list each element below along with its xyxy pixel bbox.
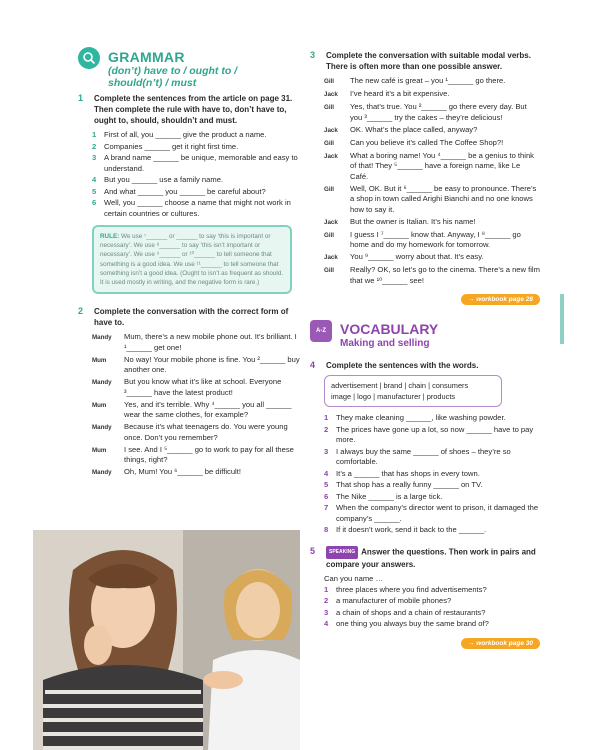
dialog-line bbox=[324, 230, 540, 251]
dialog-line bbox=[324, 184, 540, 216]
speaker: Mum bbox=[92, 446, 107, 454]
right-column bbox=[310, 50, 540, 650]
item-number: 4 bbox=[92, 175, 97, 184]
line-text: But you know what it’s like at school. Everyone ³______ have the latest product! bbox=[124, 377, 282, 397]
teen-and-mother-photo bbox=[33, 530, 300, 750]
list-item bbox=[324, 425, 540, 446]
item-text: a chain of shops and a chain of restaurants? bbox=[336, 607, 486, 617]
list-item bbox=[324, 585, 540, 596]
item-number: 1 bbox=[324, 584, 329, 594]
item-number: 3 bbox=[324, 446, 329, 456]
list-item bbox=[324, 447, 540, 468]
speaker: Mandy bbox=[92, 334, 112, 342]
dialog-line bbox=[92, 377, 300, 398]
instruction-text: Complete the conversation with the correct form of have to. bbox=[94, 307, 289, 328]
exercise-number: 2 bbox=[78, 306, 84, 317]
exercise-number: 5 bbox=[310, 545, 316, 556]
item-text: And what ______ you ______ be careful about? bbox=[104, 186, 266, 196]
item-text: But you ______ use a family name. bbox=[104, 175, 224, 184]
item-text: Companies ______ get it right first time. bbox=[104, 141, 239, 151]
word-line: image | logo | manufacturer | products bbox=[331, 392, 456, 401]
exercise-5-list bbox=[310, 585, 540, 630]
speaker: Gill bbox=[324, 185, 334, 193]
item-text: The Nike ______ is a large tick. bbox=[336, 491, 443, 501]
workbook-ref-wrap bbox=[310, 288, 540, 306]
line-text: OK. What’s the place called, anyway? bbox=[350, 124, 478, 134]
line-text: Because it’s what teenagers do. You were young once. Don’t you remember? bbox=[124, 422, 288, 442]
exercise-5-instruction bbox=[310, 546, 540, 570]
instruction-text: Complete the conversation with suitable modal verbs. There is often more than one possible answer. bbox=[326, 51, 531, 71]
exercise-5-lead: Can you name … bbox=[324, 573, 384, 583]
item-text: A brand name ______ be unique, memorable and easy to understand. bbox=[104, 153, 298, 173]
exercise-2-dialog bbox=[78, 332, 300, 479]
workbook-link[interactable]: → workbook page 28 bbox=[461, 294, 540, 305]
line-text: I’ve heard it’s a bit expensive. bbox=[350, 89, 450, 98]
dialog-line bbox=[324, 102, 540, 123]
item-number: 5 bbox=[92, 186, 97, 196]
list-item bbox=[92, 142, 300, 153]
list-item bbox=[324, 619, 540, 630]
speaker: Mum bbox=[92, 401, 107, 409]
item-text: That shop has a really funny ______ on TV. bbox=[336, 480, 483, 489]
speaker: Mandy bbox=[92, 469, 112, 477]
dialog-line bbox=[324, 217, 540, 229]
rule-box bbox=[92, 225, 292, 294]
item-number: 2 bbox=[92, 141, 97, 151]
exercise-1-list bbox=[78, 130, 300, 219]
item-number: 1 bbox=[324, 413, 329, 422]
exercise-4-instruction bbox=[310, 360, 540, 371]
dialog-line bbox=[92, 467, 300, 479]
dialog-line bbox=[92, 445, 300, 466]
speaker: Jack bbox=[324, 254, 338, 261]
list-item bbox=[92, 198, 300, 219]
dialog-line bbox=[92, 400, 300, 421]
speaker: Gill bbox=[324, 104, 334, 111]
instruction-text: Answer the questions. Then work in pairs and compare your answers. bbox=[326, 547, 536, 569]
exercise-number: 4 bbox=[310, 360, 316, 370]
speaker: Jack bbox=[324, 218, 338, 226]
rule-label: RULE: bbox=[100, 233, 120, 240]
item-text: The prices have gone up a lot, so now ______ have to pay more. bbox=[336, 424, 534, 444]
vocabulary-title: VOCABULARY bbox=[340, 321, 439, 337]
exercise-4-list bbox=[310, 413, 540, 536]
left-column bbox=[78, 45, 300, 480]
item-text: one thing you always buy the same brand of? bbox=[336, 619, 489, 628]
item-number: 2 bbox=[324, 424, 329, 434]
speaker: Jack bbox=[324, 91, 338, 98]
speaker: Mandy bbox=[92, 424, 112, 432]
page-edge-tab bbox=[560, 294, 564, 344]
speaker: Jack bbox=[324, 126, 338, 134]
exercise-1-instruction bbox=[78, 93, 300, 126]
line-text: Mum, there’s a new mobile phone out. It’s brilliant. I ¹______ get one! bbox=[124, 332, 297, 352]
speaker: Gill bbox=[324, 231, 334, 239]
item-number: 3 bbox=[92, 153, 97, 162]
item-number: 1 bbox=[92, 130, 97, 139]
exercise-3-instruction bbox=[310, 50, 540, 72]
line-text: Yes, and it’s terrible. Why ⁴______ you all ______ wear the same clothes, for example? bbox=[124, 399, 292, 420]
list-item bbox=[324, 503, 540, 524]
list-item bbox=[92, 187, 300, 198]
list-item bbox=[324, 469, 540, 480]
grammar-subtitle: (don’t) have to / ought to / should(n’t) / must bbox=[108, 65, 238, 89]
list-item bbox=[324, 608, 540, 619]
line-text: I see. And I ⁵______ go to work to pay for all these things, right? bbox=[124, 444, 294, 465]
item-text: Well, you ______ choose a name that might not work in certain countries or cultures. bbox=[104, 198, 291, 218]
dialog-line bbox=[92, 422, 300, 443]
list-item bbox=[92, 130, 300, 141]
item-text: three places where you find advertisements? bbox=[336, 584, 487, 594]
rule-text: We use ⁷______ or ______ to say ‘this is important or necessary’. We use ⁸______ to say ‘this isn’t important or necessary’. We use ⁹______ or ¹⁰______ to tell someone that something is a good idea. We use ¹¹______ to tell someone that something isn’t a good idea. (Ought to isn’t as frequent as should. It is used mostly in writing, and the negative form is rare.) bbox=[100, 233, 284, 287]
dialog-line bbox=[324, 76, 540, 88]
list-item bbox=[92, 175, 300, 186]
item-number: 5 bbox=[324, 480, 329, 489]
item-number: 3 bbox=[324, 607, 329, 617]
word-box bbox=[324, 375, 502, 407]
workbook-ref-wrap bbox=[310, 632, 540, 650]
vocabulary-badge-icon: A-Z bbox=[310, 320, 332, 342]
item-text: a manufacturer of mobile phones? bbox=[336, 596, 452, 605]
line-text: Really? OK, so let’s go to the cinema. There’s a new film that we ¹⁰______ see! bbox=[350, 265, 540, 285]
item-number: 4 bbox=[324, 468, 329, 478]
speaker: Gill bbox=[324, 139, 334, 147]
item-text: When the company’s director went to prison, it damaged the company’s ______. bbox=[336, 503, 539, 523]
item-text: It’s a ______ that has shops in every town. bbox=[336, 468, 480, 478]
grammar-header bbox=[78, 45, 300, 93]
line-text: Can you believe it’s called The Coffee Shop?! bbox=[350, 137, 504, 147]
list-item bbox=[324, 596, 540, 607]
instruction-wrap bbox=[326, 546, 540, 570]
instruction-text: Complete the sentences with the words. bbox=[326, 361, 479, 370]
line-text: I guess I ⁷______ know that. Anyway, I ⁸______ go home and do my homework for tomorrow. bbox=[350, 229, 521, 249]
workbook-link[interactable]: → workbook page 30 bbox=[461, 638, 540, 649]
list-item bbox=[324, 480, 540, 491]
item-text: I always buy the same ______ of shoes – they’re so comfortable. bbox=[336, 446, 511, 466]
word-line: advertisement | brand | chain | consumers bbox=[331, 381, 469, 390]
item-number: 7 bbox=[324, 503, 329, 512]
exercise-number: 3 bbox=[310, 50, 316, 60]
item-text: If it doesn’t work, send it back to the ______. bbox=[336, 525, 487, 534]
exercise-2-instruction bbox=[78, 306, 300, 328]
list-item bbox=[324, 525, 540, 536]
list-item bbox=[92, 153, 300, 174]
dialog-line bbox=[324, 151, 540, 183]
line-text: Oh, Mum! You ⁶______ be difficult! bbox=[124, 467, 241, 477]
grammar-title: GRAMMAR bbox=[108, 49, 185, 65]
item-number: 8 bbox=[324, 525, 329, 534]
speaker: Gill bbox=[324, 267, 334, 274]
speaker: Jack bbox=[324, 152, 338, 160]
item-number: 2 bbox=[324, 596, 329, 605]
line-text: The new café is great – you ¹______ go there. bbox=[350, 76, 506, 85]
vocabulary-subtitle: Making and selling bbox=[340, 338, 430, 349]
instruction-text: Complete the sentences from the article on page 31. Then complete the rule with have to, don’t have to, ought to, should, shouldn’t and must. bbox=[94, 94, 293, 125]
dialog-line bbox=[324, 138, 540, 150]
dialog-line bbox=[324, 89, 540, 101]
speaking-badge: SPEAKING bbox=[326, 546, 358, 559]
speaker: Gill bbox=[324, 78, 334, 85]
item-number: 6 bbox=[324, 491, 329, 501]
speaker: Mandy bbox=[92, 379, 112, 387]
line-text: Yes, that’s true. You ²______ go there every day. But you ³______ try the cakes – they’re delicious! bbox=[350, 102, 527, 122]
line-text: Well, OK. But it ⁶______ be easy to pronounce. There’s a shop in town called Arighi Bianchi and no one knows how to say it. bbox=[350, 183, 537, 214]
speaker: Mum bbox=[92, 356, 107, 364]
list-item bbox=[324, 413, 540, 424]
item-text: First of all, you ______ give the product a name. bbox=[104, 130, 267, 139]
exercise-3-dialog bbox=[310, 76, 540, 286]
vocabulary-header bbox=[310, 318, 540, 360]
item-number: 6 bbox=[92, 198, 97, 207]
dialog-line bbox=[324, 125, 540, 137]
item-text: They make cleaning ______, like washing powder. bbox=[336, 413, 506, 422]
line-text: No way! Your mobile phone is fine. You ²______ buy another one. bbox=[124, 354, 300, 375]
item-number: 4 bbox=[324, 619, 329, 628]
line-text: What a boring name! You ⁴______ be a genius to think of that! They ⁵______ have a foreign name, like Le Café. bbox=[350, 150, 534, 181]
dialog-line bbox=[92, 332, 300, 353]
dialog-line bbox=[92, 355, 300, 376]
line-text: You ⁹______ worry about that. It’s easy. bbox=[350, 252, 484, 261]
line-text: But the owner is Italian. It’s his name! bbox=[350, 216, 476, 226]
dialog-line bbox=[324, 265, 540, 286]
dialog-line bbox=[324, 252, 540, 264]
grammar-badge-icon bbox=[78, 47, 100, 69]
exercise-number: 1 bbox=[78, 93, 84, 103]
list-item bbox=[324, 492, 540, 503]
